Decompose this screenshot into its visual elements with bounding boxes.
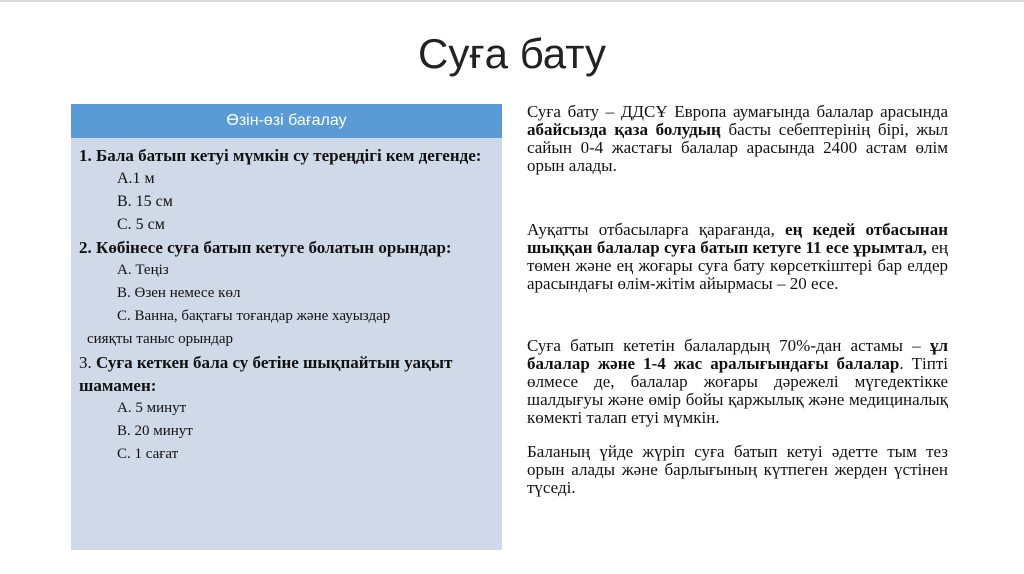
paragraph-1-bold: абайсызда қаза болудың — [527, 120, 721, 139]
paragraph-3-bold: ұл балалар және 1-4 жас аралығындағы балалар — [527, 336, 948, 373]
info-text-column — [527, 103, 948, 497]
question-2-option-c: С. Ванна, бақтағы тоғандар және хауыздар — [117, 308, 391, 324]
quiz-body — [71, 138, 502, 466]
question-1-option-a: А.1 м — [117, 170, 155, 187]
slide-title: Суға бату — [418, 30, 606, 77]
paragraph-2-text-b: ең төмен және ең жоғары суға бату көрсеткіштері бар елдер арасындағы өлім-жітім айырмасы – 20 есе. — [527, 238, 949, 293]
paragraph-3-text-a: Суға батып кететін балалардың 70%-дан астамы – — [527, 336, 930, 355]
question-1-option-c: С. 5 см — [117, 216, 165, 233]
top-divider — [0, 0, 1024, 2]
paragraph-2-bold: ең кедей отбасынан шыққан балалар суға батып кетуге 11 есе ұрымтал, — [527, 220, 948, 257]
paragraph-3 — [527, 337, 948, 427]
paragraph-4 — [527, 443, 948, 497]
question-2: 2. Көбінесе суға батып кетуге болатын орындар: — [79, 238, 452, 257]
question-3-option-c: С. 1 сағат — [117, 446, 179, 462]
question-3 — [79, 351, 492, 397]
paragraph-1-text-b: басты себептерінің бірі, жыл сайын 0-4 жастағы балалар арасында 2400 астам өлім орын алады. — [527, 120, 948, 175]
paragraph-4-text: Баланың үйде жүріп суға батып кетуі әдетте тым тез орын алады және барлығының күтпеген жерден үстінен түседі. — [527, 442, 948, 497]
paragraph-1-text-a: Суға бату – ДДСҰ Европа аумағында балалар арасында — [527, 102, 948, 121]
self-assessment-header: Өзін-өзі бағалау — [71, 104, 502, 138]
question-3-text: Суға кеткен бала су бетіне шықпайтын уақыт шамамен: — [79, 353, 453, 395]
question-2-option-a: А. Теңіз — [117, 262, 169, 278]
paragraph-2 — [527, 221, 948, 293]
question-3-option-a: А. 5 минут — [117, 400, 187, 416]
question-3-option-b: В. 20 минут — [117, 423, 193, 439]
question-1: 1. Бала батып кетуі мүмкін су тереңдігі кем дегенде: — [79, 146, 482, 165]
paragraph-1 — [527, 103, 948, 175]
question-1-option-b: В. 15 см — [117, 193, 173, 210]
self-assessment-panel — [71, 104, 502, 550]
paragraph-3-text-b: . Тіпті өлмесе де, балалар жоғары дәрежелі мүгедектікке шалдығуы және өмір бойы қаржылық және медициналық көмекті талап етуі мүмкін. — [527, 354, 948, 427]
question-3-number: 3. — [79, 353, 92, 372]
paragraph-2-text-a: Ауқатты отбасыларға қарағанда, — [527, 220, 786, 239]
question-2-option-c-continued: сияқты таныс орындар — [87, 331, 234, 347]
question-2-option-b: В. Өзен немесе көл — [117, 285, 241, 301]
